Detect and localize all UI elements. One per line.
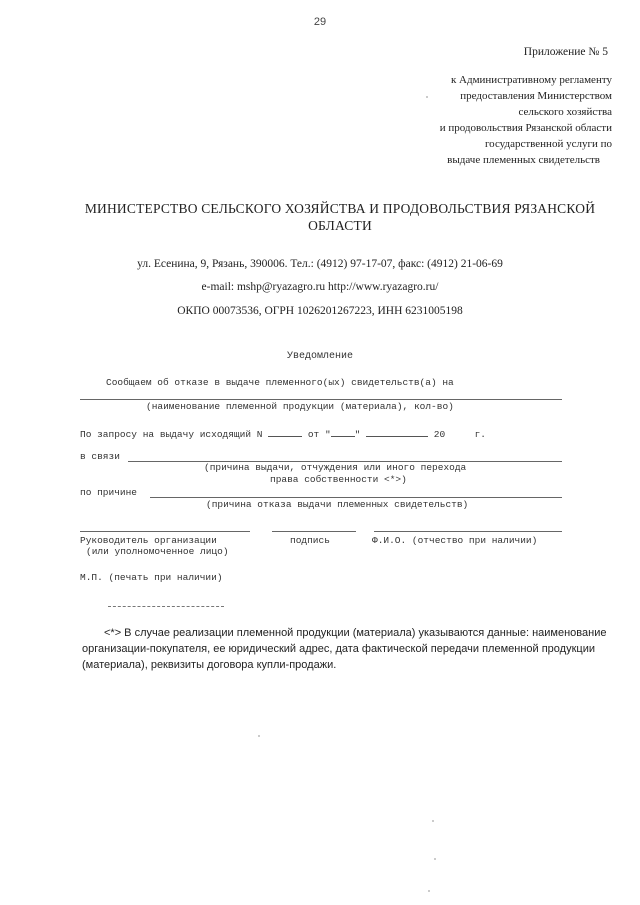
- notice-heading: Уведомление: [286, 351, 353, 362]
- request-prefix: По запросу на выдачу исходящий N: [80, 429, 263, 440]
- appendix-line: выдаче племенных свидетельств: [447, 154, 600, 166]
- reason-label: по причине: [80, 487, 138, 498]
- refusal-line: Сообщаем об отказе в выдаче племенного(ых) свидетельств(а) на: [106, 377, 454, 388]
- reason-hint: (причина отказа выдачи племенных свидетельств): [206, 499, 469, 510]
- stamp-label: М.П. (печать при наличии): [80, 572, 223, 583]
- signature-label: подпись: [290, 535, 330, 546]
- appendix-line: к Административному регламенту: [450, 74, 612, 86]
- product-field-hint: (наименование племенной продукции (материала), кол-во): [146, 401, 454, 412]
- footnote-separator: [108, 606, 224, 607]
- due-to-hint: (причина выдачи, отчуждения или иного перехода: [204, 462, 467, 473]
- name-signature-line[interactable]: [374, 531, 562, 532]
- request-quote: ": [354, 429, 361, 440]
- footnote: <*> В случае реализации племенной продукции (материала) указываются данные: наименование организации-покупателя, ее юридический адрес, дата фактической передачи племенной продукции (материала), реквизиты договора купли-продажи.: [82, 627, 607, 671]
- reason-field-line[interactable]: [150, 497, 562, 498]
- request-year-label: 20: [433, 429, 446, 440]
- request-number-field[interactable]: [268, 426, 302, 437]
- scan-speck: [432, 820, 434, 822]
- page-number: 29: [313, 16, 327, 28]
- appendix-title: Приложение № 5: [523, 46, 608, 58]
- request-year-suffix: г.: [474, 429, 486, 440]
- ministry-contacts: e-mail: mshp@ryazagro.ru http://www.ryazagro.ru/: [201, 281, 439, 293]
- request-from-label: от ": [307, 429, 331, 440]
- request-month-field[interactable]: [366, 426, 428, 437]
- request-year-field[interactable]: [451, 426, 469, 437]
- scan-speck: [434, 858, 436, 860]
- request-day-field[interactable]: [331, 426, 355, 437]
- request-line: [80, 426, 486, 440]
- appendix-line: предоставления Министерством: [460, 90, 612, 102]
- product-field-line: [80, 399, 562, 400]
- due-to-hint-2: права собственности <*>): [270, 474, 407, 485]
- ministry-address: ул. Есенина, 9, Рязань, 390006. Тел.: (4912) 97-17-07, факс: (4912) 21-06-69: [137, 258, 503, 270]
- ministry-title: МИНИСТЕРСТВО СЕЛЬСКОГО ХОЗЯЙСТВА И ПРОДОВОЛЬСТВИЯ РЯЗАНСКОЙ ОБЛАСТИ: [84, 201, 596, 233]
- head-label-2: (или уполномоченное лицо): [86, 546, 229, 557]
- head-signature-line[interactable]: [80, 531, 250, 532]
- due-to-label: в связи: [80, 451, 120, 462]
- scan-speck: [258, 735, 260, 737]
- signature-line[interactable]: [272, 531, 356, 532]
- appendix-line: и продовольствия Рязанской области: [439, 122, 612, 134]
- scan-speck: [426, 96, 428, 98]
- head-label: Руководитель организации: [80, 535, 217, 546]
- appendix-line: сельского хозяйства: [518, 106, 612, 118]
- full-name-label: Ф.И.О. (отчество при наличии): [372, 535, 538, 546]
- appendix-line: государственной услуги по: [484, 138, 612, 150]
- ministry-registry: ОКПО 00073536, ОГРН 1026201267223, ИНН 6231005198: [177, 305, 463, 317]
- scan-speck: [428, 890, 430, 892]
